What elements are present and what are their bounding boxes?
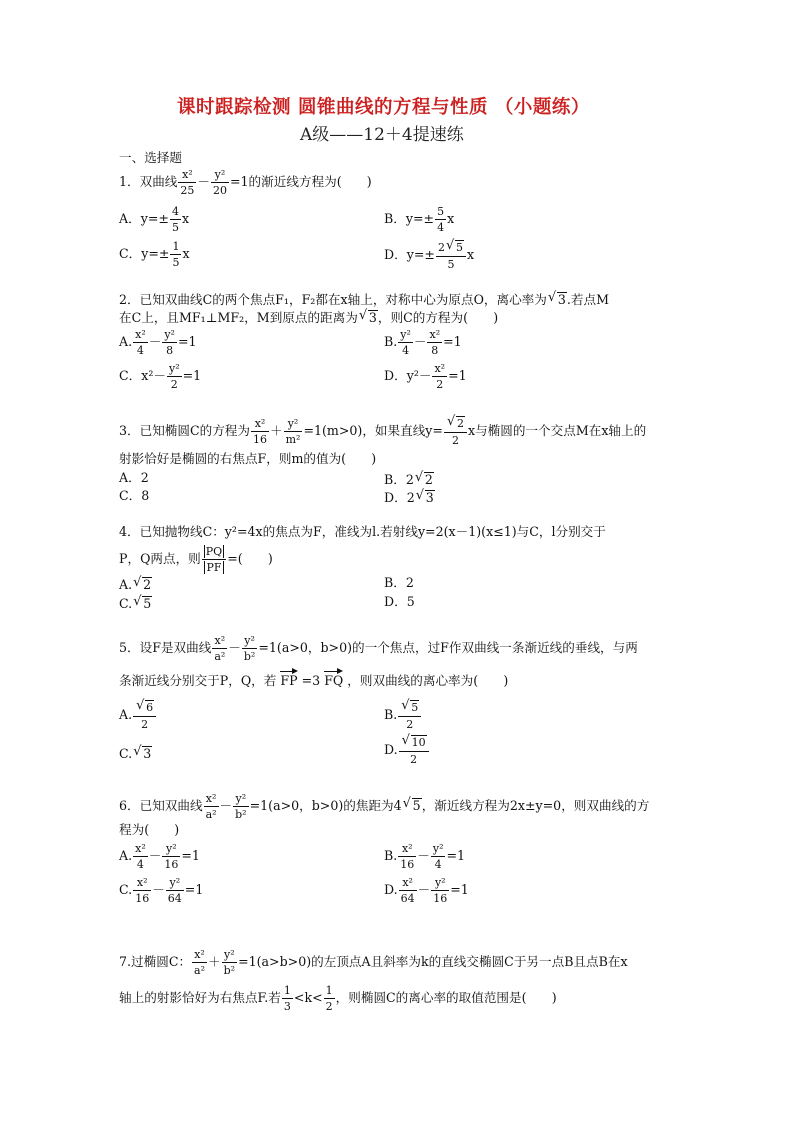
- question-3-option-d[interactable]: D．2√ 3: [384, 490, 435, 505]
- question-6-stem-line1: 6．已知双曲线 $\frac{\text{x²}}{\text{a²}}$ － $\frac{\text{y²}}{\text{b²}}$ =1(a>0，b>0)的焦距为4√ 5，渐近线方程为2x±y=0，则双曲线的方: [119, 792, 649, 821]
- fraction: $\frac{\text{x²}}{25}$: [180, 168, 195, 197]
- page-title: 课时跟踪检测 圆锥曲线的方程与性质 （小题练）: [177, 97, 590, 118]
- vector-fp: FP: [280, 668, 297, 688]
- question-2-stem-line1: 2．已知双曲线C的两个焦点F₁，F₂都在x轴上，对称中心为原点O，离心率为√ 3.若点M: [119, 292, 609, 307]
- question-5-option-a[interactable]: A. √ $\frac{6}{2}$: [119, 700, 157, 731]
- vector-fq: FQ: [324, 668, 343, 688]
- question-5-option-b[interactable]: B. √ $\frac{5}{2}$: [384, 700, 422, 731]
- question-5-option-c[interactable]: C.√ 3: [119, 746, 152, 761]
- question-2-option-d[interactable]: D．y²－ $\frac{\text{x²}}{2}$ =1: [384, 362, 467, 391]
- question-4-option-a[interactable]: A.√ 2: [119, 577, 152, 592]
- question-1-option-d[interactable]: D．y=± $\frac{2√ 5}{5}$ x: [384, 240, 474, 271]
- question-2-option-b[interactable]: B. $\frac{\text{y²}}{4}$ － $\frac{\text{x²}}{8}$ =1: [384, 328, 462, 357]
- page-subtitle: A级——12＋4提速练: [300, 125, 464, 145]
- question-4-option-c[interactable]: C.√ 5: [119, 596, 152, 611]
- question-3-stem-line2: 射影恰好是椭圆的右焦点F，则m的值为( ): [119, 451, 377, 466]
- question-3-stem-line1: 3．已知椭圆C的方程为 $\frac{\text{x²}}{16}$ ＋ $\frac{\text{y²}}{\text{m²}}$ =1(m>0)，如果直线y= √ $\frac{2}{2}$ x与椭圆的一个交点M在x轴上的: [119, 416, 646, 447]
- section-title: 一、选择题: [119, 150, 182, 165]
- question-6-option-c[interactable]: C. $\frac{\text{x²}}{16}$ － $\frac{\text{y²}}{64}$ =1: [119, 876, 204, 905]
- question-3-option-b[interactable]: B．2√ 2: [384, 472, 434, 487]
- question-2-stem-line2: 在C上，且MF₁⊥MF₂，M到原点的距离为√ 3，则C的方程为( ): [119, 310, 498, 325]
- question-7-stem-line1: 7.过椭圆C： $\frac{\text{x²}}{\text{a²}}$ ＋ $\frac{\text{y²}}{\text{b²}}$ =1(a>b>0)的左顶点A且斜率为k的直线交椭圆C于另一点B且点B在x: [119, 948, 628, 977]
- question-4-stem-line1: 4．已知抛物线C：y²=4x的焦点为F，准线为l.若射线y=2(x－1)(x≤1)与C，l分别交于: [119, 524, 606, 539]
- question-4-option-b[interactable]: B．2: [384, 575, 414, 590]
- question-4-option-d[interactable]: D．5: [384, 594, 415, 609]
- question-4-stem-line2: P，Q两点，则 $\frac{PQ}{PF}$ =( ): [119, 545, 273, 574]
- question-5-stem-line2: 条渐近线分别交于P，Q，若 FP =3 FQ ，则双曲线的离心率为( ): [119, 668, 508, 688]
- question-6-option-b[interactable]: B. $\frac{\text{x²}}{16}$ － $\frac{\text{y²}}{4}$ =1: [384, 842, 466, 871]
- question-6-option-a[interactable]: A. $\frac{\text{x²}}{4}$ － $\frac{\text{y²}}{16}$ =1: [119, 842, 200, 871]
- question-7-stem-line2: 轴上的射影恰好为右焦点F.若 $\frac{1}{3}$ <k< $\frac{1}{2}$ ，则椭圆C的离心率的取值范围是( ): [119, 984, 557, 1013]
- question-3-option-a[interactable]: A．2: [119, 470, 149, 485]
- question-5-stem-line1: 5．设F是双曲线 $\frac{\text{x²}}{\text{a²}}$ － $\frac{\text{y²}}{\text{b²}}$ =1(a>0，b>0)的一个焦点，过F作双曲线一条渐近线的垂线，与两: [119, 634, 638, 663]
- question-6-option-d[interactable]: D. $\frac{\text{x²}}{64}$ － $\frac{\text{y²}}{16}$ =1: [384, 876, 469, 905]
- question-2-option-a[interactable]: A. $\frac{\text{x²}}{4}$ － $\frac{\text{y²}}{8}$ =1: [119, 328, 197, 357]
- question-3-option-c[interactable]: C．8: [119, 488, 150, 503]
- question-6-stem-line2: 程为( ): [119, 822, 180, 837]
- question-1-option-a[interactable]: A．y=± $\frac{4}{5}$ x: [119, 205, 190, 234]
- fraction: $\frac{\text{y²}}{20}$: [212, 168, 227, 197]
- question-5-option-d[interactable]: D. √ $\frac{10}{2}$: [384, 735, 430, 766]
- question-2-option-c[interactable]: C．x²－ $\frac{\text{y²}}{2}$ =1: [119, 362, 202, 391]
- question-number: 1．: [119, 174, 140, 189]
- question-1-option-b[interactable]: B．y=± $\frac{5}{4}$ x: [384, 205, 455, 234]
- question-1-option-c[interactable]: C．y=± $\frac{1}{5}$ x: [119, 240, 190, 269]
- question-1-stem: 1．双曲线 $\frac{\text{x²}}{25}$ － $\frac{\text{y²}}{20}$ =1的渐近线方程为( ): [119, 168, 372, 197]
